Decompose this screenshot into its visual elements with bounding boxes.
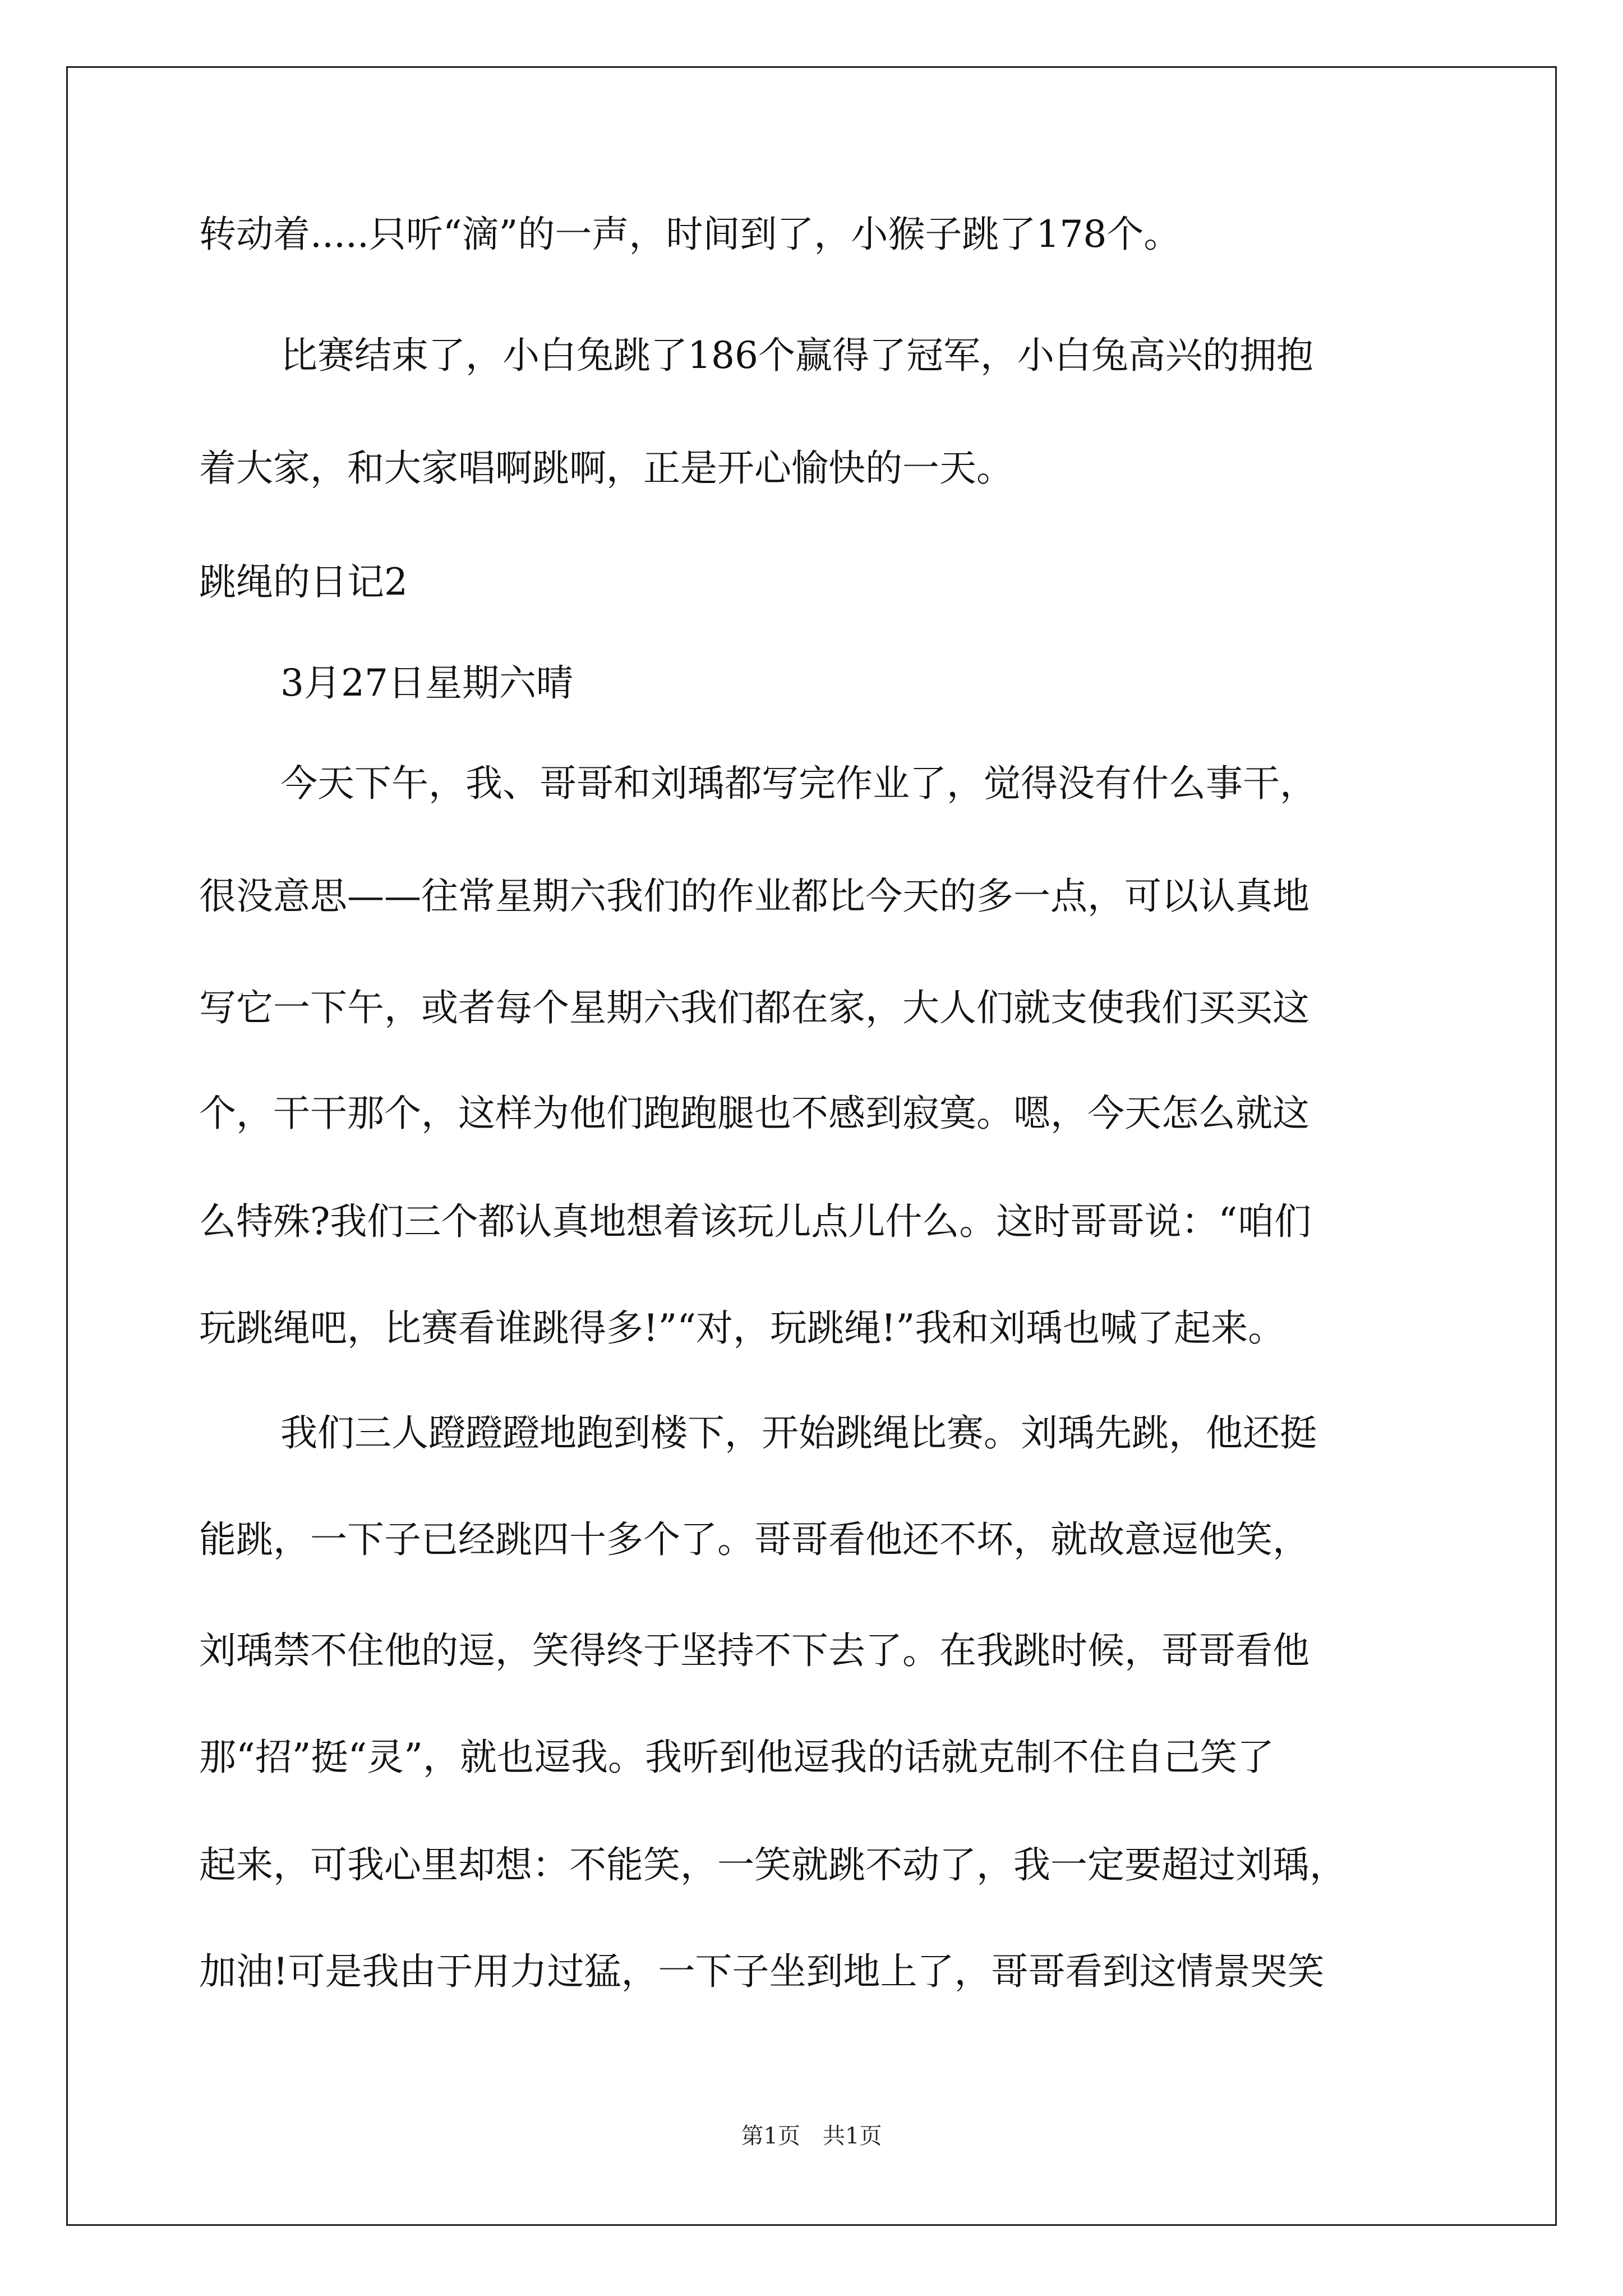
text-line: 那“招”挺“灵”，就也逗我。我听到他逗我的话就克制不住自己笑了 [199, 1736, 1274, 1779]
text-line: 今天下午，我、哥哥和刘瑀都写完作业了，觉得没有什么事干， [280, 762, 1317, 805]
text-line: 着大家，和大家唱啊跳啊，正是开心愉快的一天。 [199, 447, 1013, 490]
text-line: 转动着.....只听“滴”的一声，时间到了，小猴子跳了178个。 [199, 213, 1181, 256]
text-line: 玩跳绳吧，比赛看谁跳得多!”“对，玩跳绳!”我和刘瑀也喊了起来。 [199, 1306, 1285, 1350]
text-line: 写它一下午，或者每个星期六我们都在家，大人们就支使我们买买这 [199, 986, 1310, 1029]
diary-date: 3月27日星期六晴 [280, 661, 573, 705]
page-border [66, 66, 1557, 2226]
text-line: 加油!可是我由于用力过猛，一下子坐到地上了，哥哥看到这情景哭笑 [199, 1950, 1325, 1993]
page-footer: 第1页 共1页 [741, 2123, 882, 2149]
text-line: 个，干干那个，这样为他们跑跑腿也不感到寂寞。嗯，今天怎么就这 [199, 1092, 1310, 1135]
text-line: 能跳，一下子已经跳四十多个了。哥哥看他还不坏，就故意逗他笑， [199, 1518, 1310, 1561]
text-line: 比赛结束了，小白兔跳了186个赢得了冠军，小白兔高兴的拥抱 [280, 334, 1313, 377]
text-line: 么特殊?我们三个都认真地想着该玩儿点儿什么。这时哥哥说：“咱们 [199, 1200, 1312, 1243]
text-line: 起来，可我心里却想：不能笑，一笑就跳不动了，我一定要超过刘瑀， [199, 1843, 1347, 1887]
text-line: 我们三人蹬蹬蹬地跑到楼下，开始跳绳比赛。刘瑀先跳，他还挺 [280, 1411, 1317, 1455]
text-line: 刘瑀禁不住他的逗，笑得终于坚持不下去了。在我跳时候，哥哥看他 [199, 1629, 1310, 1672]
section-heading: 跳绳的日记2 [199, 560, 408, 604]
text-line: 很没意思——往常星期六我们的作业都比今天的多一点，可以认真地 [199, 875, 1310, 918]
